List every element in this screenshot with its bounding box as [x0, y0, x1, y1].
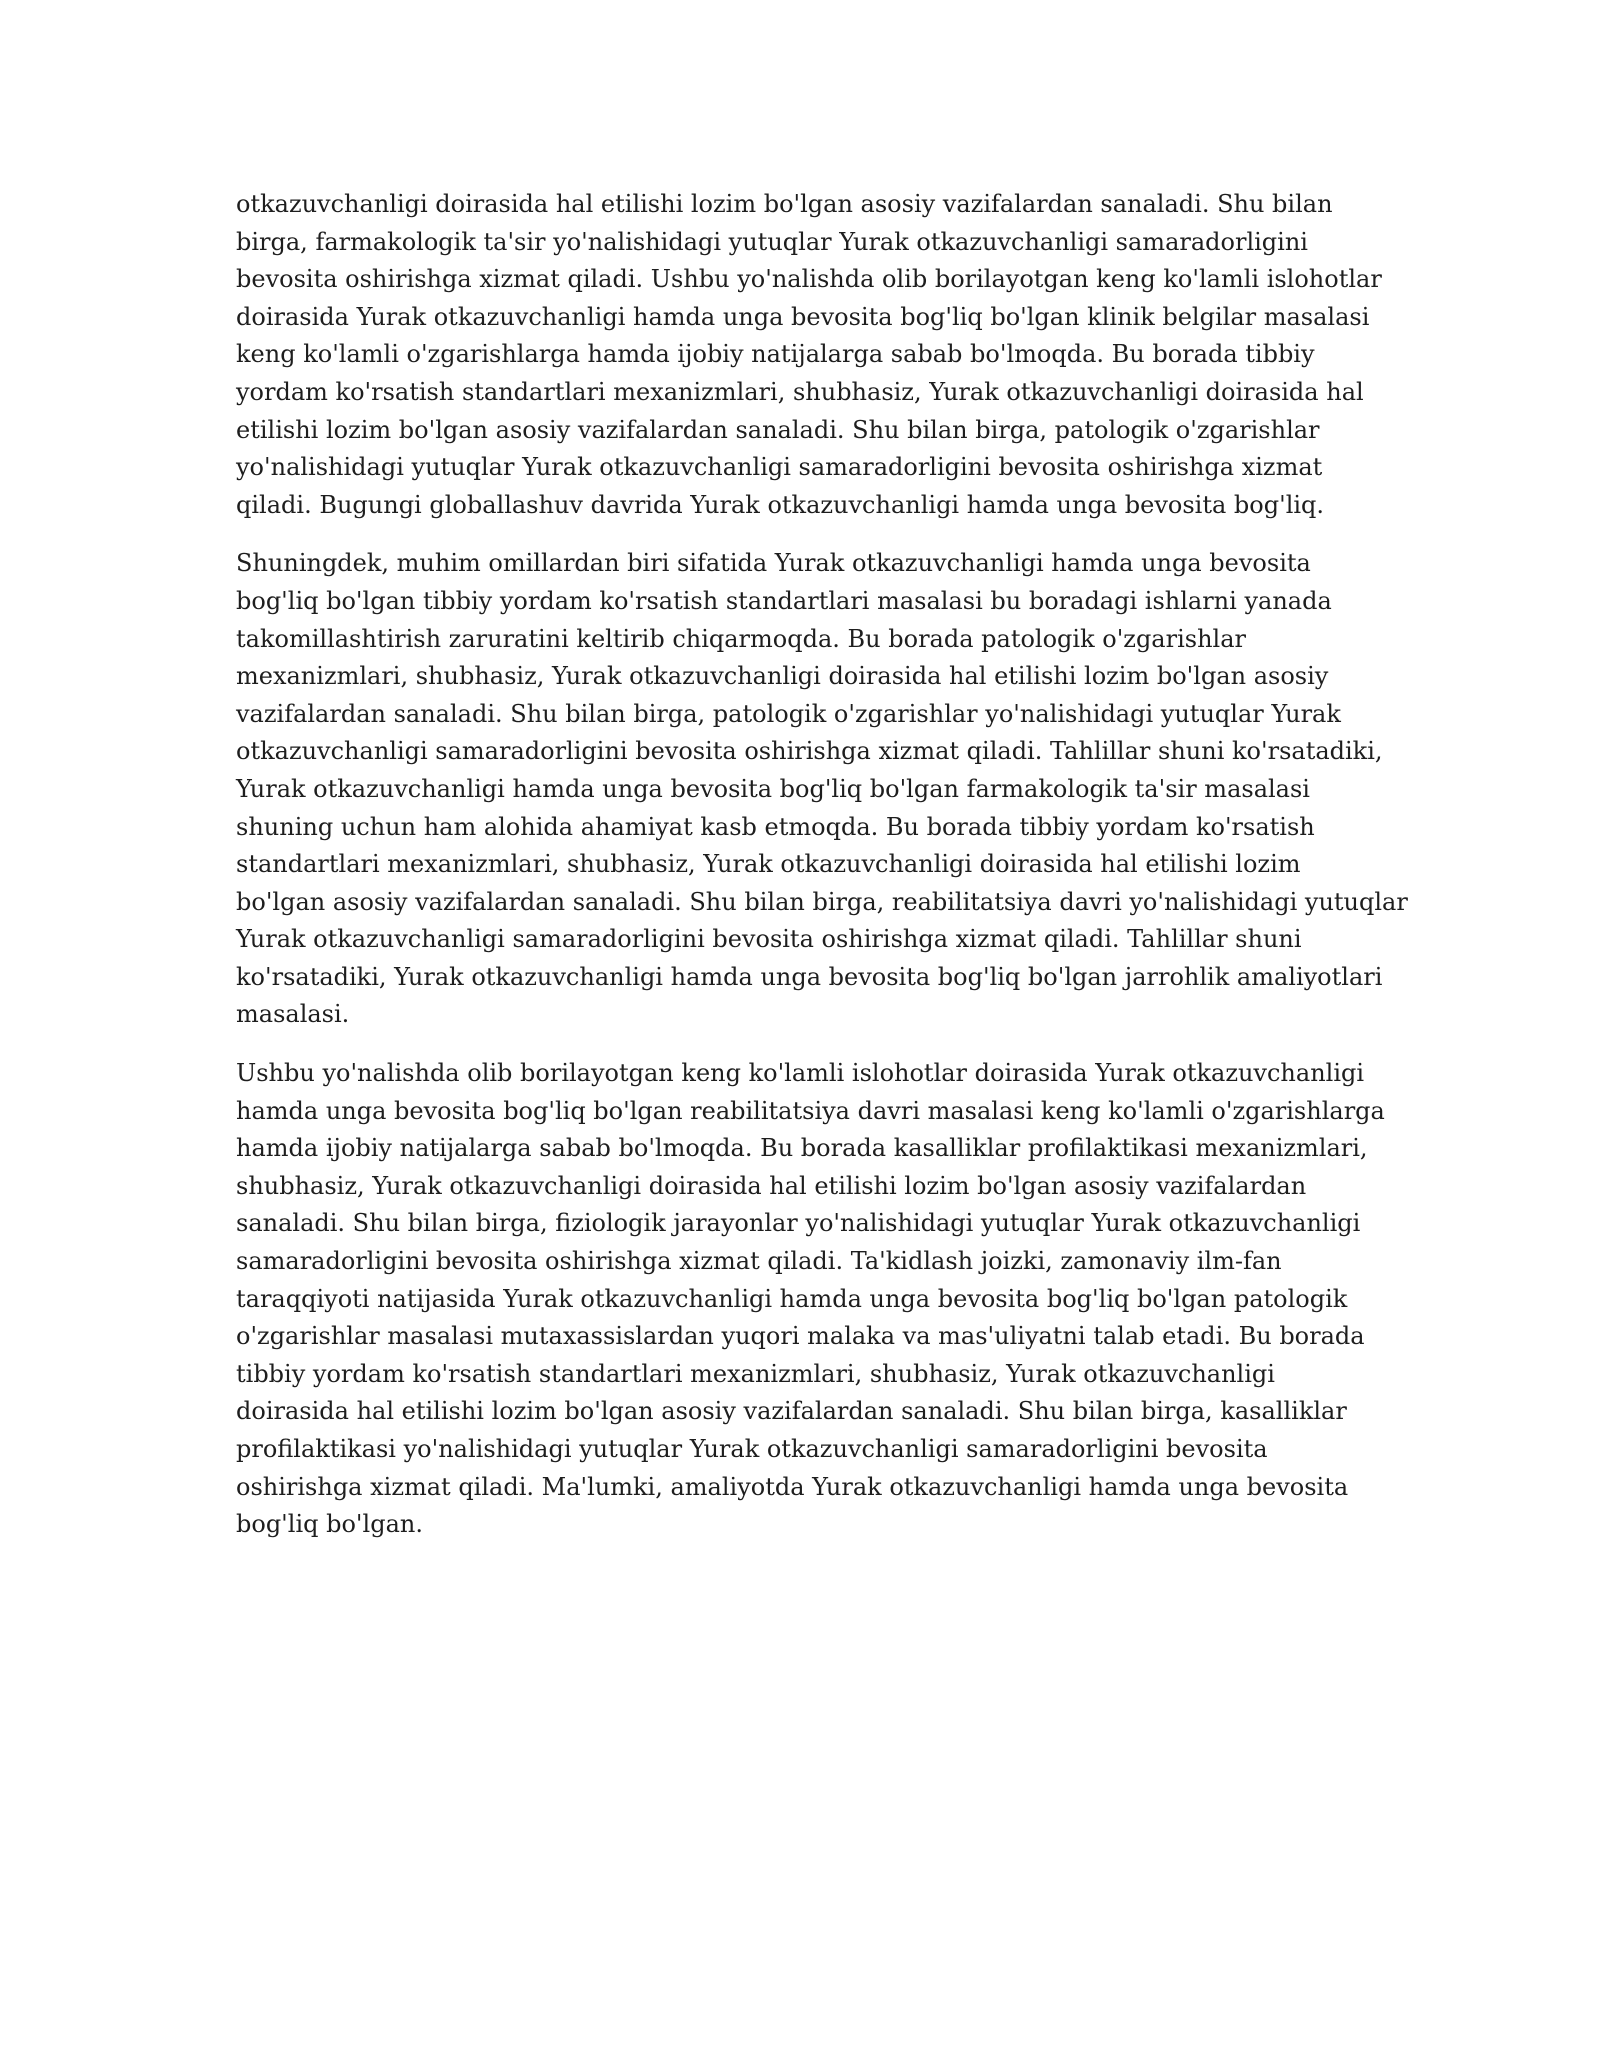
text-line: etilishi lozim bo'lgan asosiy vazifalardan sanaladi. Shu bilan birga, patologik o'zgarishlar: [236, 415, 1320, 444]
text-line: o'zgarishlar masalasi mutaxassislardan yuqori malaka va mas'uliyatni talab etadi. Bu borada: [236, 1322, 1365, 1351]
text-line: doirasida Yurak otkazuvchanligi hamda unga bevosita bog'liq bo'lgan klinik belgilar masalasi: [236, 302, 1370, 331]
text-line: Yurak otkazuvchanligi hamda unga bevosita bog'liq bo'lgan farmakologik ta'sir masalasi: [236, 774, 1310, 803]
text-line: oshirishga xizmat qiladi. Ma'lumki, amaliyotda Yurak otkazuvchanligi hamda unga bevosita: [236, 1472, 1349, 1501]
text-line: samaradorligini bevosita oshirishga xizmat qiladi. Ta'kidlash joizki, zamonaviy ilm-fan: [236, 1247, 1282, 1276]
text-line: yordam ko'rsatish standartlari mexanizmlari, shubhasiz, Yurak otkazuvchanligi doirasida hal: [236, 377, 1364, 406]
text-line: profilaktikasi yo'nalishidagi yutuqlar Yurak otkazuvchanligi samaradorligini bevosita: [236, 1435, 1268, 1463]
text-line: bo'lgan asosiy vazifalardan sanaladi. Shu bilan birga, reabilitatsiya davri yo'nalishidagi yutuqlar: [236, 887, 1408, 916]
text-line: shubhasiz, Yurak otkazuvchanligi doirasida hal etilishi lozim bo'lgan asosiy vazifalardan: [236, 1171, 1307, 1200]
text-line: hamda unga bevosita bog'liq bo'lgan reabilitatsiya davri masalasi keng ko'lamli o'zgarishlarga: [236, 1096, 1385, 1125]
text-line: taraqqiyoti natijasida Yurak otkazuvchanligi hamda unga bevosita bog'liq bo'lgan patologik: [236, 1284, 1348, 1313]
text-line: keng ko'lamli o'zgarishlarga hamda ijobiy natijalarga sabab bo'lmoqda. Bu borada tibbiy: [236, 340, 1315, 369]
paragraph-1: [236, 186, 1386, 524]
text-line: sanaladi. Shu bilan birga, fiziologik jarayonlar yo'nalishidagi yutuqlar Yurak otkazuvchanligi: [236, 1209, 1361, 1238]
text-line: doirasida hal etilishi lozim bo'lgan asosiy vazifalardan sanaladi. Shu bilan birga, kasalliklar: [236, 1397, 1347, 1426]
text-line: tibbiy yordam ko'rsatish standartlari mexanizmlari, shubhasiz, Yurak otkazuvchanligi: [236, 1359, 1275, 1388]
text-line: standartlari mexanizmlari, shubhasiz, Yurak otkazuvchanligi doirasida hal etilishi lozim: [236, 850, 1301, 879]
text-line: vazifalardan sanaladi. Shu bilan birga, patologik o'zgarishlar yo'nalishidagi yutuqlar Yurak: [236, 699, 1341, 728]
paragraph-3: [236, 1055, 1386, 1544]
text-line: ko'rsatadiki, Yurak otkazuvchanligi hamda unga bevosita bog'liq bo'lgan jarrohlik amaliyotlari: [236, 962, 1383, 991]
text-line: masalasi.: [236, 1000, 350, 1029]
text-line: yo'nalishidagi yutuqlar Yurak otkazuvchanligi samaradorligini bevosita oshirishga xizmat: [236, 453, 1323, 482]
text-line: otkazuvchanligi samaradorligini bevosita oshirishga xizmat qiladi. Tahlillar shuni ko'rsatadiki,: [236, 737, 1383, 766]
text-line: bog'liq bo'lgan.: [236, 1510, 423, 1539]
text-line: shuning uchun ham alohida ahamiyat kasb etmoqda. Bu borada tibbiy yordam ko'rsatish: [236, 812, 1315, 841]
text-line: Shuningdek, muhim omillardan biri sifatida Yurak otkazuvchanligi hamda unga bevosita: [236, 549, 1311, 578]
text-line: mexanizmlari, shubhasiz, Yurak otkazuvchanligi doirasida hal etilishi lozim bo'lgan asosiy: [236, 662, 1329, 691]
text-line: otkazuvchanligi doirasida hal etilishi lozim bo'lgan asosiy vazifalardan sanaladi. Shu bilan: [236, 190, 1333, 218]
text-line: bog'liq bo'lgan tibbiy yordam ko'rsatish standartlari masalasi bu boradagi ishlarni yanada: [236, 586, 1332, 615]
body-text: [236, 186, 1408, 1565]
text-line: hamda ijobiy natijalarga sabab bo'lmoqda. Bu borada kasalliklar profilaktikasi mexanizmlari,: [236, 1134, 1368, 1163]
text-line: birga, farmakologik ta'sir yo'nalishidagi yutuqlar Yurak otkazuvchanligi samaradorligini: [236, 227, 1308, 256]
text-line: bevosita oshirishga xizmat qiladi. Ushbu yo'nalishda olib borilayotgan keng ko'lamli islohotlar: [236, 265, 1382, 294]
paragraph-2: [236, 545, 1408, 1034]
text-line: Ushbu yo'nalishda olib borilayotgan keng ko'lamli islohotlar doirasida Yurak otkazuvchanligi: [236, 1059, 1365, 1088]
text-line: Yurak otkazuvchanligi samaradorligini bevosita oshirishga xizmat qiladi. Tahlillar shuni: [236, 925, 1302, 954]
text-line: takomillashtirish zaruratini keltirib chiqarmoqda. Bu borada patologik o'zgarishlar: [236, 624, 1246, 653]
text-line: qiladi. Bugungi globallashuv davrida Yurak otkazuvchanligi hamda unga bevosita bog'liq.: [236, 490, 1325, 519]
